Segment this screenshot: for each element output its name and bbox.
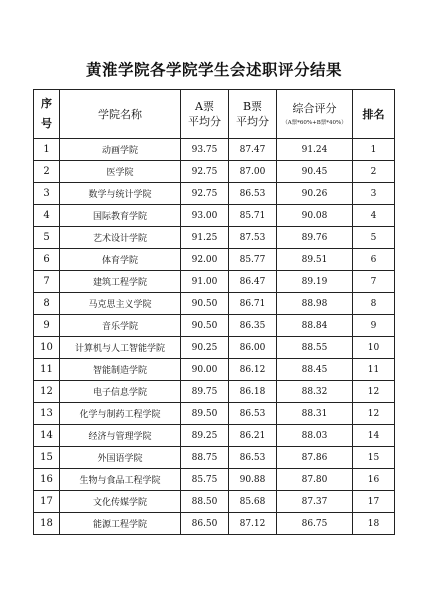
header-college: 学院名称 [60, 90, 181, 139]
seq-cell: 8 [34, 293, 60, 315]
table-body [34, 139, 395, 535]
rank-cell: 6 [353, 249, 395, 271]
seq-cell: 1 [34, 139, 60, 161]
b-score-cell: 86.21 [229, 425, 277, 447]
a-score-cell: 90.50 [181, 315, 229, 337]
college-cell: 国际教育学院 [60, 205, 181, 227]
total-score-cell: 89.76 [277, 227, 353, 249]
total-score-cell: 88.84 [277, 315, 353, 337]
seq-cell: 16 [34, 469, 60, 491]
b-score-cell: 85.68 [229, 491, 277, 513]
college-cell: 建筑工程学院 [60, 271, 181, 293]
b-score-cell: 86.71 [229, 293, 277, 315]
total-score-cell: 90.26 [277, 183, 353, 205]
total-score-cell: 87.80 [277, 469, 353, 491]
college-cell: 外国语学院 [60, 447, 181, 469]
a-score-cell: 91.00 [181, 271, 229, 293]
table-row [34, 227, 395, 249]
a-score-cell: 90.00 [181, 359, 229, 381]
b-score-cell: 86.53 [229, 403, 277, 425]
total-score-cell: 88.32 [277, 381, 353, 403]
total-score-cell: 89.19 [277, 271, 353, 293]
rank-cell: 14 [353, 425, 395, 447]
college-cell: 经济与管理学院 [60, 425, 181, 447]
college-cell: 电子信息学院 [60, 381, 181, 403]
total-score-cell: 88.45 [277, 359, 353, 381]
seq-cell: 2 [34, 161, 60, 183]
rank-cell: 18 [353, 513, 395, 535]
total-score-cell: 88.98 [277, 293, 353, 315]
college-cell: 马克思主义学院 [60, 293, 181, 315]
b-score-cell: 87.12 [229, 513, 277, 535]
seq-cell: 9 [34, 315, 60, 337]
table-row [34, 425, 395, 447]
college-cell: 动画学院 [60, 139, 181, 161]
rank-cell: 11 [353, 359, 395, 381]
table-row [34, 359, 395, 381]
header-formula: （A票*60%+B票*40%） [282, 120, 347, 126]
table-row [34, 447, 395, 469]
table-header-row [34, 90, 395, 139]
b-score-cell: 87.47 [229, 139, 277, 161]
college-cell: 智能制造学院 [60, 359, 181, 381]
b-score-cell: 86.35 [229, 315, 277, 337]
b-score-cell: 90.88 [229, 469, 277, 491]
b-score-cell: 85.71 [229, 205, 277, 227]
seq-cell: 18 [34, 513, 60, 535]
seq-cell: 7 [34, 271, 60, 293]
rank-cell: 1 [353, 139, 395, 161]
header-seq: 序 号 [34, 90, 60, 139]
rank-cell: 3 [353, 183, 395, 205]
seq-cell: 15 [34, 447, 60, 469]
college-cell: 音乐学院 [60, 315, 181, 337]
table-row [34, 139, 395, 161]
rank-cell: 5 [353, 227, 395, 249]
table-row [34, 271, 395, 293]
seq-cell: 12 [34, 381, 60, 403]
b-score-cell: 86.47 [229, 271, 277, 293]
a-score-cell: 86.50 [181, 513, 229, 535]
score-table [33, 89, 395, 535]
rank-cell: 2 [353, 161, 395, 183]
rank-cell: 10 [353, 337, 395, 359]
total-score-cell: 88.03 [277, 425, 353, 447]
seq-cell: 3 [34, 183, 60, 205]
college-cell: 数学与统计学院 [60, 183, 181, 205]
a-score-cell: 92.75 [181, 183, 229, 205]
header-rank: 排名 [353, 90, 395, 139]
table-row [34, 161, 395, 183]
table-row [34, 469, 395, 491]
table-row [34, 403, 395, 425]
rank-cell: 8 [353, 293, 395, 315]
table-row [34, 315, 395, 337]
table-row [34, 205, 395, 227]
header-b-score: B票 平均分 [229, 90, 277, 139]
seq-cell: 14 [34, 425, 60, 447]
rank-cell: 12 [353, 403, 395, 425]
b-score-cell: 87.53 [229, 227, 277, 249]
b-score-cell: 86.12 [229, 359, 277, 381]
header-total-score: 综合评分 （A票*60%+B票*40%） [277, 90, 353, 139]
total-score-cell: 89.51 [277, 249, 353, 271]
seq-cell: 13 [34, 403, 60, 425]
a-score-cell: 92.00 [181, 249, 229, 271]
seq-cell: 4 [34, 205, 60, 227]
rank-cell: 15 [353, 447, 395, 469]
total-score-cell: 87.37 [277, 491, 353, 513]
college-cell: 化学与制药工程学院 [60, 403, 181, 425]
seq-cell: 11 [34, 359, 60, 381]
a-score-cell: 85.75 [181, 469, 229, 491]
college-cell: 生物与食品工程学院 [60, 469, 181, 491]
b-score-cell: 87.00 [229, 161, 277, 183]
a-score-cell: 90.50 [181, 293, 229, 315]
college-cell: 计算机与人工智能学院 [60, 337, 181, 359]
rank-cell: 12 [353, 381, 395, 403]
college-cell: 医学院 [60, 161, 181, 183]
a-score-cell: 90.25 [181, 337, 229, 359]
college-cell: 体育学院 [60, 249, 181, 271]
a-score-cell: 91.25 [181, 227, 229, 249]
total-score-cell: 88.31 [277, 403, 353, 425]
b-score-cell: 86.00 [229, 337, 277, 359]
table-row [34, 381, 395, 403]
seq-cell: 17 [34, 491, 60, 513]
seq-cell: 6 [34, 249, 60, 271]
seq-cell: 10 [34, 337, 60, 359]
rank-cell: 17 [353, 491, 395, 513]
b-score-cell: 86.18 [229, 381, 277, 403]
table-row [34, 513, 395, 535]
a-score-cell: 89.50 [181, 403, 229, 425]
rank-cell: 16 [353, 469, 395, 491]
college-cell: 文化传媒学院 [60, 491, 181, 513]
a-score-cell: 88.75 [181, 447, 229, 469]
table-row [34, 293, 395, 315]
a-score-cell: 92.75 [181, 161, 229, 183]
a-score-cell: 88.50 [181, 491, 229, 513]
b-score-cell: 86.53 [229, 447, 277, 469]
total-score-cell: 87.86 [277, 447, 353, 469]
rank-cell: 4 [353, 205, 395, 227]
college-cell: 能源工程学院 [60, 513, 181, 535]
college-cell: 艺术设计学院 [60, 227, 181, 249]
table-row [34, 491, 395, 513]
seq-cell: 5 [34, 227, 60, 249]
rank-cell: 7 [353, 271, 395, 293]
total-score-cell: 90.08 [277, 205, 353, 227]
header-a-score: A票 平均分 [181, 90, 229, 139]
rank-cell: 9 [353, 315, 395, 337]
table-row [34, 183, 395, 205]
b-score-cell: 85.77 [229, 249, 277, 271]
b-score-cell: 86.53 [229, 183, 277, 205]
table-row [34, 249, 395, 271]
a-score-cell: 93.75 [181, 139, 229, 161]
total-score-cell: 88.55 [277, 337, 353, 359]
a-score-cell: 93.00 [181, 205, 229, 227]
a-score-cell: 89.75 [181, 381, 229, 403]
table-row [34, 337, 395, 359]
page-title: 黄淮学院各学院学生会述职评分结果 [85, 61, 342, 79]
total-score-cell: 90.45 [277, 161, 353, 183]
total-score-cell: 91.24 [277, 139, 353, 161]
total-score-cell: 86.75 [277, 513, 353, 535]
a-score-cell: 89.25 [181, 425, 229, 447]
